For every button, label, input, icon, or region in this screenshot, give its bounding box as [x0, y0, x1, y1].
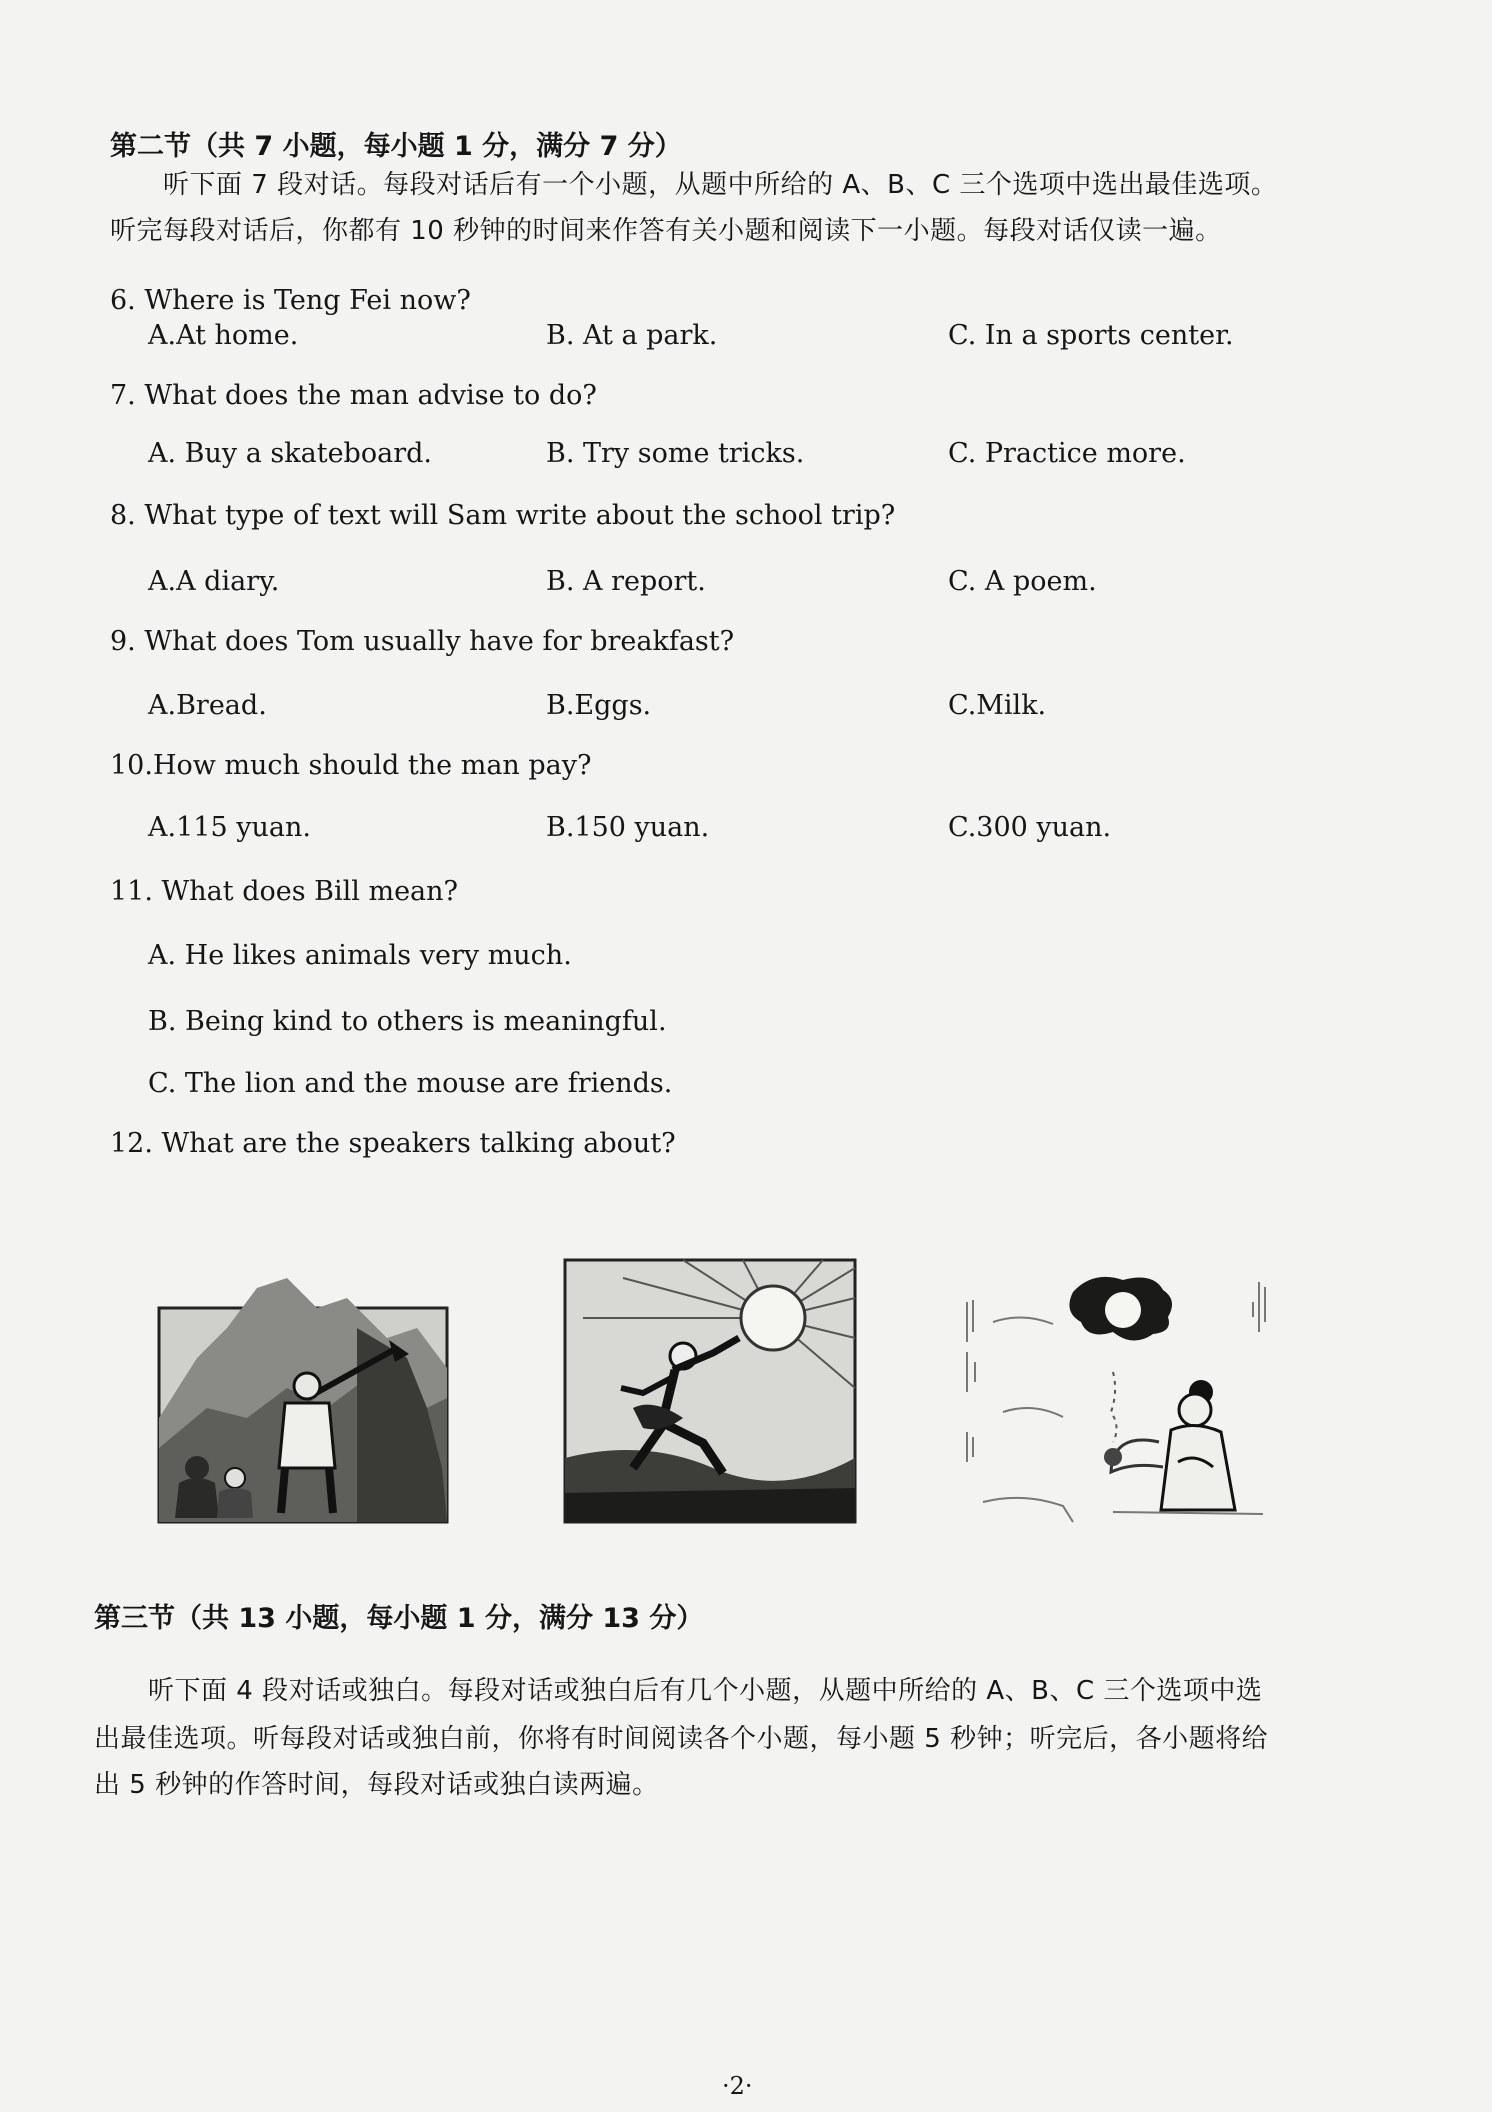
question-7-stem: 7. What does the man advise to do?: [110, 380, 597, 411]
question-10-option-a[interactable]: A.115 yuan.: [148, 812, 311, 843]
question-9-option-b[interactable]: B.Eggs.: [546, 690, 652, 721]
question-6-option-b[interactable]: B. At a park.: [546, 320, 718, 351]
question-6-option-c[interactable]: C. In a sports center.: [948, 320, 1234, 351]
question-10-option-c[interactable]: C.300 yuan.: [948, 812, 1112, 843]
question-9-option-c[interactable]: C.Milk.: [948, 690, 1047, 721]
question-8-option-a[interactable]: A.A diary.: [148, 566, 280, 597]
question-11-option-b[interactable]: B. Being kind to others is meaningful.: [148, 1006, 667, 1037]
question-9-option-a[interactable]: A.Bread.: [148, 690, 267, 721]
mountain-digging-picture[interactable]: [157, 1268, 449, 1524]
question-10-stem: 10.How much should the man pay?: [110, 750, 592, 781]
section3-heading: 第三节（共 13 小题，每小题 1 分，满分 13 分）: [94, 1603, 704, 1634]
question-7-option-a[interactable]: A. Buy a skateboard.: [148, 438, 432, 469]
question-11-stem: 11. What does Bill mean?: [110, 876, 459, 907]
chasing-sun-picture[interactable]: [563, 1258, 857, 1524]
question-12-stem: 12. What are the speakers talking about?: [110, 1128, 676, 1159]
question-9-stem: 9. What does Tom usually have for breakfast?: [110, 626, 735, 657]
question-8-option-c[interactable]: C. A poem.: [948, 566, 1097, 597]
question-8-stem: 8. What type of text will Sam write about the school trip?: [110, 500, 896, 531]
page-number: ·2·: [722, 2072, 753, 2100]
question-6-option-a[interactable]: A.At home.: [148, 320, 299, 351]
question-11-option-c[interactable]: C. The lion and the mouse are friends.: [148, 1068, 673, 1099]
question-6-stem: 6. Where is Teng Fei now?: [110, 285, 471, 316]
section3-instruction-line-3: 出 5 秒钟的作答时间，每段对话或独白读两遍。: [94, 1770, 659, 1800]
question-8-option-b[interactable]: B. A report.: [546, 566, 706, 597]
question-11-option-a[interactable]: A. He likes animals very much.: [148, 940, 572, 971]
question-7-option-c[interactable]: C. Practice more.: [948, 438, 1186, 469]
moon-flight-picture[interactable]: [963, 1262, 1271, 1528]
section3-instruction-line-2: 出最佳选项。听每段对话或独白前，你将有时间阅读各个小题，每小题 5 秒钟；听完后，各小题将给: [94, 1724, 1269, 1754]
question-10-option-b[interactable]: B.150 yuan.: [546, 812, 710, 843]
question-7-option-b[interactable]: B. Try some tricks.: [546, 438, 805, 469]
section3-instruction-line-1: 听下面 4 段对话或独白。每段对话或独白后有几个小题，从题中所给的 A、B、C 三个选项中选: [148, 1676, 1263, 1706]
section2-heading: 第二节（共 7 小题，每小题 1 分，满分 7 分）: [110, 131, 682, 162]
section2-instruction-line-1: 听下面 7 段对话。每段对话后有一个小题，从题中所给的 A、B、C 三个选项中选出最佳选项。: [163, 170, 1278, 200]
section2-instruction-line-2: 听完每段对话后，你都有 10 秒钟的时间来作答有关小题和阅读下一小题。每段对话仅读一遍。: [110, 216, 1222, 246]
